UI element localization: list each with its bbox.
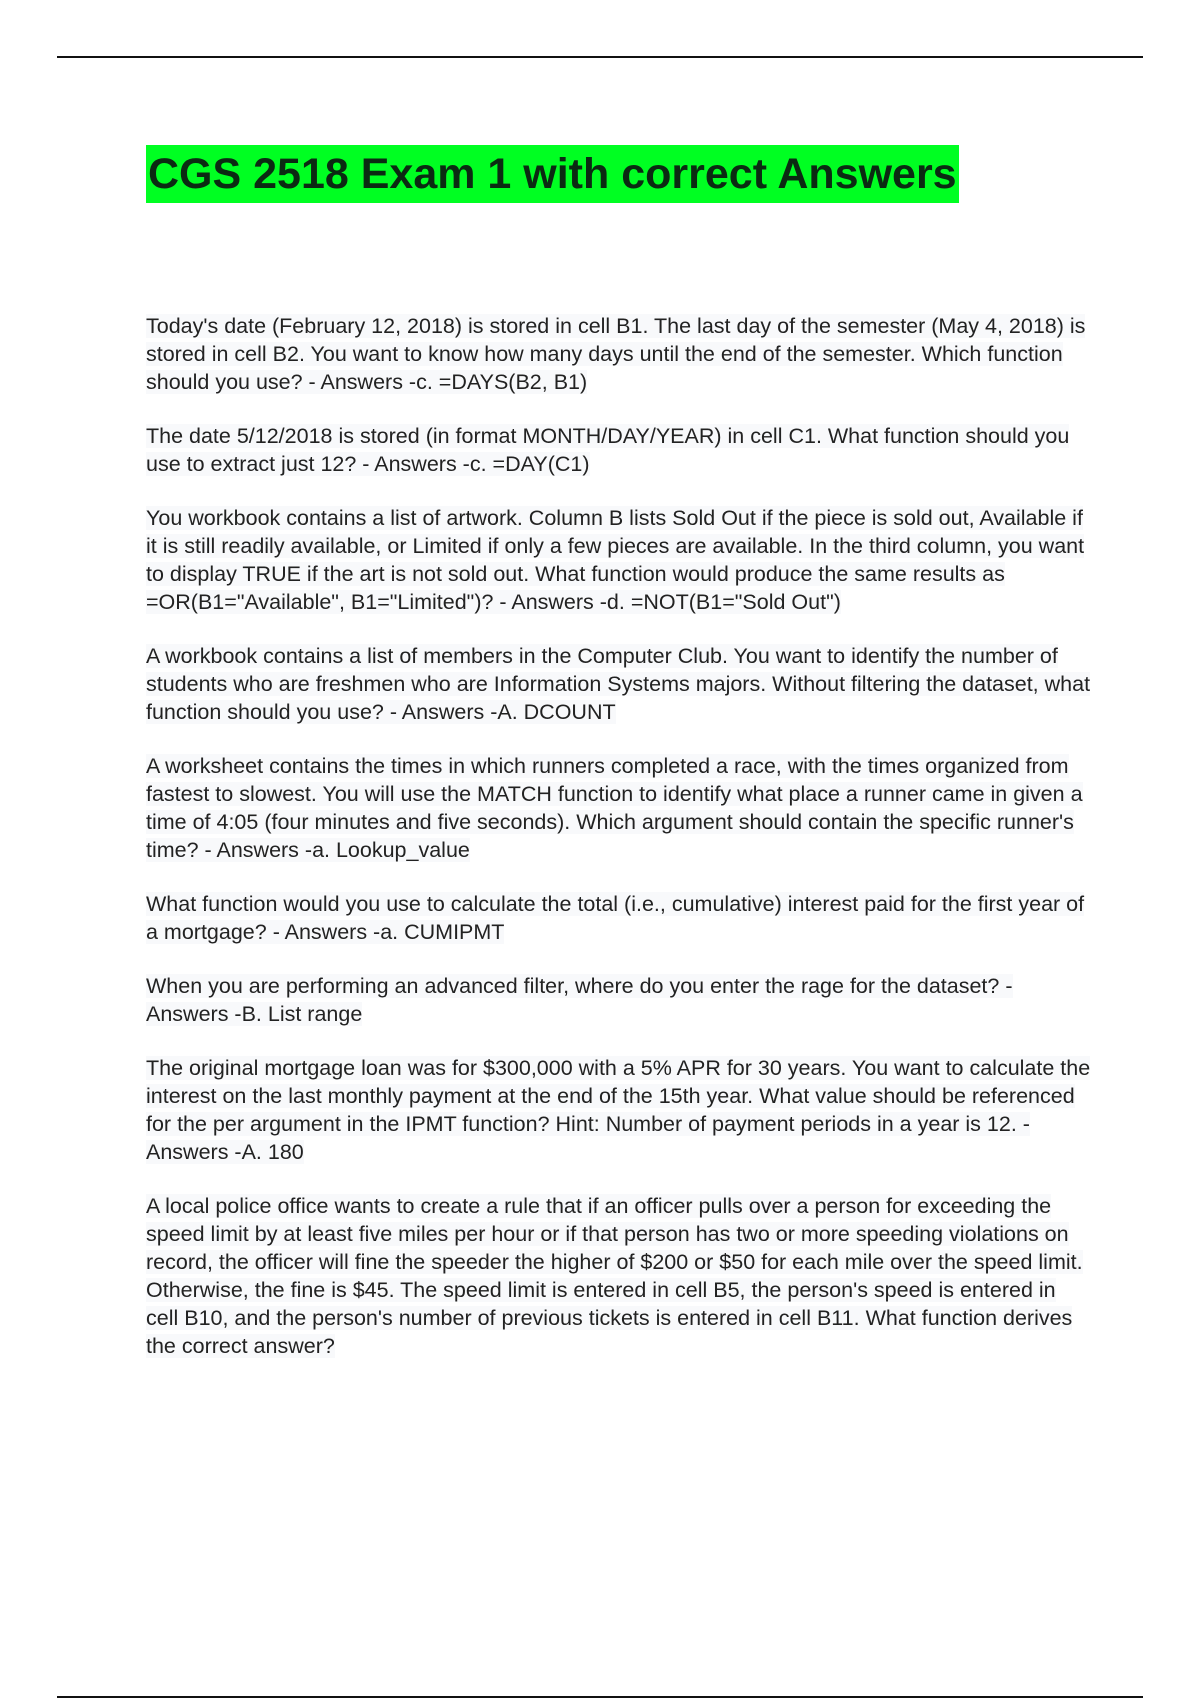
question-item [146,422,1091,478]
question-item [146,890,1091,946]
question-text: A workbook contains a list of members in the Computer Club. You want to identify the number of students who are freshmen who are Information Systems majors. Without filtering the dataset, what function should you use? - Answers -A. DCOUNT [146,644,1091,724]
question-text: The date 5/12/2018 is stored (in format MONTH/DAY/YEAR) in cell C1. What function should you use to extract just 12? - Answers -c. =DAY(C1) [146,424,1070,476]
question-item [146,752,1091,864]
bottom-rule [57,1696,1143,1698]
page-title: CGS 2518 Exam 1 with correct Answers [146,145,959,203]
question-list [146,312,1091,1386]
question-item [146,972,1091,1028]
title-block [146,145,959,203]
question-text: What function would you use to calculate the total (i.e., cumulative) interest paid for the first year of a mortgage? - Answers -a. CUMIPMT [146,892,1085,944]
question-item [146,312,1091,396]
question-text: When you are performing an advanced filter, where do you enter the rage for the dataset? - Answers -B. List range [146,974,1013,1026]
question-item [146,504,1091,616]
question-item [146,642,1091,726]
question-text: A local police office wants to create a rule that if an officer pulls over a person for exceeding the speed limit by at least five miles per hour or if that person has two or more speeding violations on record, the officer will fine the speeder the higher of $200 or $50 for each mile over the speed limit. Otherwise, the fine is $45. The speed limit is entered in cell B5, the person's speed is entered in cell B10, and the person's number of previous tickets is entered in cell B11. What function derives the correct answer? [146,1194,1083,1358]
question-item [146,1054,1091,1166]
top-rule [57,56,1143,58]
question-text: Today's date (February 12, 2018) is stored in cell B1. The last day of the semester (May 4, 2018) is stored in cell B2. You want to know how many days until the end of the semester. Which function should you use? - Answers -c. =DAYS(B2, B1) [146,314,1086,394]
question-text: You workbook contains a list of artwork. Column B lists Sold Out if the piece is sold out, Available if it is still readily available, or Limited if only a few pieces are available. In the third column, you want to display TRUE if the art is not sold out. What function would produce the same results as =OR(B1="Available", B1="Limited")? - Answers -d. =NOT(B1="Sold Out") [146,506,1085,614]
question-item [146,1192,1091,1360]
question-text: A worksheet contains the times in which runners completed a race, with the times organized from fastest to slowest. You will use the MATCH function to identify what place a runner came in given a time of 4:05 (four minutes and five seconds). Which argument should contain the specific runner's time? - Answers -a. Lookup_value [146,754,1083,862]
question-text: The original mortgage loan was for $300,000 with a 5% APR for 30 years. You want to calculate the interest on the last monthly payment at the end of the 15th year. What value should be referenced for the per argument in the IPMT function? Hint: Number of payment periods in a year is 12. - Answers -A. 180 [146,1056,1091,1164]
